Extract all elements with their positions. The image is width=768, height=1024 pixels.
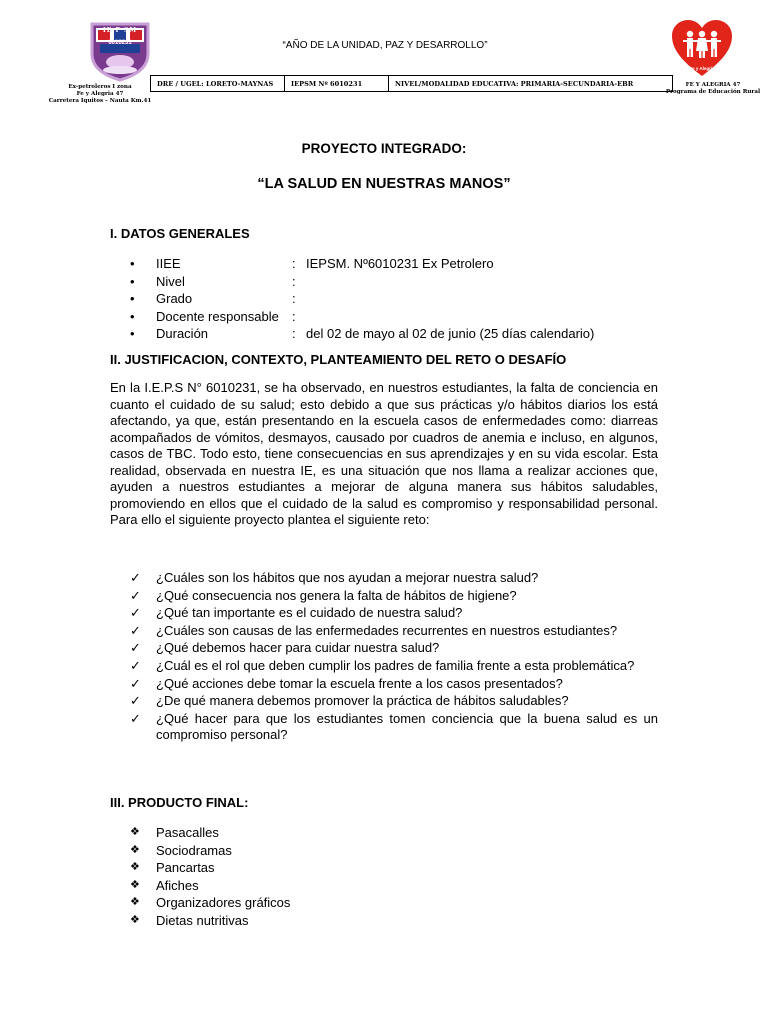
- challenge-questions-list: [130, 570, 658, 745]
- data-label: Nivel: [156, 273, 185, 289]
- bullet-icon: •: [130, 273, 135, 289]
- colon: :: [292, 273, 296, 289]
- data-label: Duración: [156, 326, 209, 342]
- left-logo-caption: [44, 84, 156, 105]
- checkmark-icon: ✓: [130, 640, 141, 656]
- question-item: [130, 640, 658, 657]
- checkmark-icon: ✓: [130, 587, 141, 603]
- question-item: [130, 570, 658, 587]
- colon: :: [292, 256, 296, 271]
- colon: :: [292, 291, 296, 307]
- question-text: ¿Qué hacer para que los estudiantes tomen conciencia que la buena salud es un compromiso personal?: [156, 710, 658, 743]
- dre-ugel-cell: DRE / UGEL: LORETO-MAYNAS: [151, 76, 285, 92]
- crest-number: 6010231: [108, 40, 132, 46]
- checkmark-icon: ✓: [130, 675, 141, 691]
- product-item: [130, 912, 290, 930]
- question-item: [130, 605, 658, 622]
- product-item: [130, 824, 290, 842]
- caption-line: Ex-petroleros I zona: [68, 84, 132, 90]
- checkmark-icon: ✓: [130, 622, 141, 638]
- diamond-bullet-icon: ❖: [130, 913, 140, 926]
- question-item: [130, 711, 658, 744]
- checkmark-icon: ✓: [130, 693, 141, 709]
- product-text: Afiches: [156, 877, 199, 893]
- product-item: [130, 859, 290, 877]
- product-text: Dietas nutritivas: [156, 912, 249, 928]
- question-item: [130, 658, 658, 675]
- data-item: [130, 308, 594, 326]
- section-heading-producto-final: III. PRODUCTO FINAL:: [110, 795, 249, 810]
- bullet-icon: •: [130, 308, 135, 324]
- nivel-modalidad-cell: NIVEL/MODALIDAD EDUCATIVA: PRIMARIA-SECUNDARIA-EBR: [389, 76, 673, 92]
- question-text: ¿Qué consecuencia nos genera la falta de hábitos de higiene?: [156, 587, 517, 603]
- product-item: [130, 842, 290, 860]
- project-subtitle: “LA SALUD EN NUESTRAS MANOS”: [257, 176, 511, 192]
- year-motto: “AÑO DE LA UNIDAD, PAZ Y DESARROLLO”: [282, 40, 488, 51]
- caption-line: Fe y Alegria 47: [76, 91, 124, 97]
- data-value: IEPSM. Nº6010231 Ex Petrolero: [306, 256, 494, 271]
- institution-info-table: [150, 75, 673, 92]
- question-text: ¿Cuáles son los hábitos que nos ayudan a mejorar nuestra salud?: [156, 570, 539, 585]
- checkmark-icon: ✓: [130, 657, 141, 673]
- right-logo-caption: [660, 82, 766, 96]
- question-text: ¿Cuáles son causas de las enfermedades recurrentes en nuestros estudiantes?: [156, 622, 618, 638]
- product-text: Pancartas: [156, 860, 215, 875]
- colon: :: [292, 308, 296, 324]
- data-label: Grado: [156, 291, 193, 307]
- diamond-bullet-icon: ❖: [130, 843, 140, 856]
- heart-logo-text: Fe y Alegría: [689, 66, 715, 71]
- caption-line: Programa de Educación Rural: [665, 89, 761, 95]
- general-data-list: [130, 255, 594, 343]
- question-text: ¿De qué manera debemos promover la práctica de hábitos saludables?: [156, 693, 569, 709]
- final-products-list: [130, 824, 290, 929]
- caption-line: Carretera Iquitos – Nauta Km.41: [48, 98, 152, 104]
- product-text: Pasacalles: [156, 825, 219, 840]
- question-text: ¿Qué acciones debe tomar la escuela frente a los casos presentados?: [156, 675, 563, 691]
- checkmark-icon: ✓: [130, 710, 141, 726]
- data-item: [130, 255, 594, 273]
- checkmark-icon: ✓: [130, 570, 141, 585]
- question-text: ¿Cuál es el rol que deben cumplir los padres de familia frente a esta problemática?: [156, 657, 635, 673]
- checkmark-icon: ✓: [130, 605, 141, 621]
- question-item: [130, 693, 658, 710]
- question-text: ¿Qué tan importante es el cuidado de nuestra salud?: [156, 605, 463, 621]
- product-text: Sociodramas: [156, 842, 232, 858]
- colon: :: [292, 326, 296, 342]
- diamond-bullet-icon: ❖: [130, 896, 140, 908]
- question-text: ¿Qué debemos hacer para cuidar nuestra salud?: [156, 640, 440, 656]
- bullet-icon: •: [130, 291, 135, 307]
- data-item: [130, 325, 594, 343]
- document-title: PROYECTO INTEGRADO:: [301, 141, 467, 156]
- justification-paragraph: En la I.E.P.S N° 6010231, se ha observado, en nuestros estudiantes, la falta de conciencia en cuanto el cuidado de su salud; esto debido a que sus prácticas y/o hábitos diarios los está afectando, ya que, están presentando en la escuela casos de enfermedades como: diarreas acompañados de vómitos, desmayos, causado por cuadros de anemia e incluso, en algunos, casos de TBC. Todo esto, tiene consecuencias en sus aprendizajes y en su vida escolar. Esta realidad, observada en nuestra IE, es una situación que nos llama a realizar acciones que, ayuden a nuestros estudiantes a mejorar de alguna manera sus hábitos saludables, promoviendo en ellos que el cuidado de la salud es compromiso y responsabilidad personal. Para ello el siguiente proyecto plantea el siguiente reto:: [110, 380, 658, 528]
- section-heading-justificacion: II. JUSTIFICACION, CONTEXTO, PLANTEAMIENTO DEL RETO O DESAFÍO: [110, 352, 567, 367]
- diamond-bullet-icon: ❖: [130, 826, 140, 838]
- section-heading-datos-generales: I. DATOS GENERALES: [110, 226, 250, 241]
- data-item: [130, 273, 594, 291]
- crest-letters: IE P SM: [102, 27, 138, 34]
- caption-line: FE Y ALEGRIA 47: [685, 82, 741, 88]
- product-text: Organizadores gráficos: [156, 895, 291, 910]
- question-item: [130, 676, 658, 693]
- bullet-icon: •: [130, 326, 135, 342]
- diamond-bullet-icon: ❖: [130, 861, 140, 873]
- iepsm-cell: IEPSM Nº 6010231: [285, 76, 389, 92]
- bullet-icon: •: [130, 256, 135, 271]
- product-item: [130, 894, 290, 912]
- data-label: IIEE: [156, 256, 181, 271]
- diamond-bullet-icon: ❖: [130, 878, 140, 891]
- question-item: [130, 588, 658, 605]
- data-item: [130, 290, 594, 308]
- data-label: Docente responsable: [156, 308, 279, 324]
- data-value: del 02 de mayo al 02 de junio (25 días calendario): [306, 326, 595, 342]
- question-item: [130, 623, 658, 640]
- product-item: [130, 877, 290, 895]
